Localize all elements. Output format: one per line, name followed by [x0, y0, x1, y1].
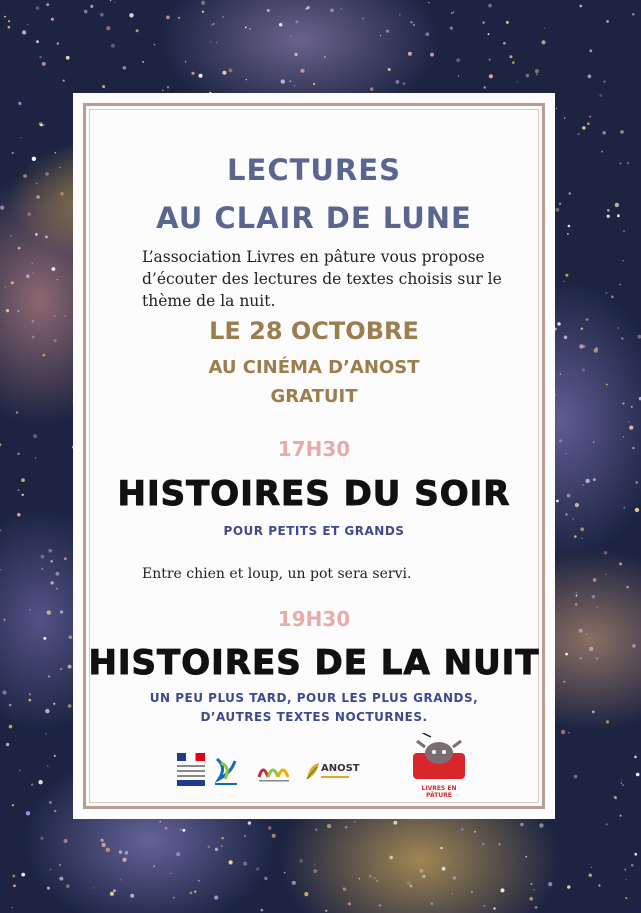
saone-et-loire-logo	[213, 755, 239, 789]
event-price: GRATUIT	[270, 386, 358, 407]
intro-text: L’association Livres en pâture vous propose d’écouter des lectures de textes choisis sur le thème de la nuit.	[142, 248, 502, 310]
anost-leaf-icon	[305, 761, 321, 781]
session1-subtitle: POUR PETITS ET GRANDS	[223, 524, 405, 538]
poster-card	[73, 93, 555, 819]
session2-time: 19H30	[277, 607, 351, 631]
anost-label: ANOST	[321, 763, 360, 774]
morvan-park-logo	[257, 761, 291, 783]
session1-title: HISTOIRES DU SOIR	[117, 474, 511, 514]
title-line-2: AU CLAIR DE LUNE	[156, 201, 472, 235]
cow-reading-icon	[409, 733, 469, 783]
interlude-text: Entre chien et loup, un pot sera servi.	[142, 566, 412, 582]
partner-logos	[73, 733, 555, 803]
session2-subtitle-2: D’AUTRES TEXTES NOCTURNES.	[200, 710, 428, 724]
republic-logo	[177, 753, 205, 789]
event-date: LE 28 OCTOBRE	[209, 317, 419, 345]
anost-logo	[305, 759, 360, 785]
session2-title: HISTOIRES DE LA NUIT	[88, 643, 540, 683]
session1-time: 17H30	[277, 437, 351, 461]
event-place: AU CINÉMA D’ANOST	[208, 357, 420, 378]
livres-en-pature-logo	[409, 733, 469, 797]
session2-subtitle-1: UN PEU PLUS TARD, POUR LES PLUS GRANDS,	[149, 691, 479, 705]
title-line-1: LECTURES	[227, 153, 401, 187]
livres-en-pature-label: LIVRES EN PÂTURE	[421, 785, 457, 799]
